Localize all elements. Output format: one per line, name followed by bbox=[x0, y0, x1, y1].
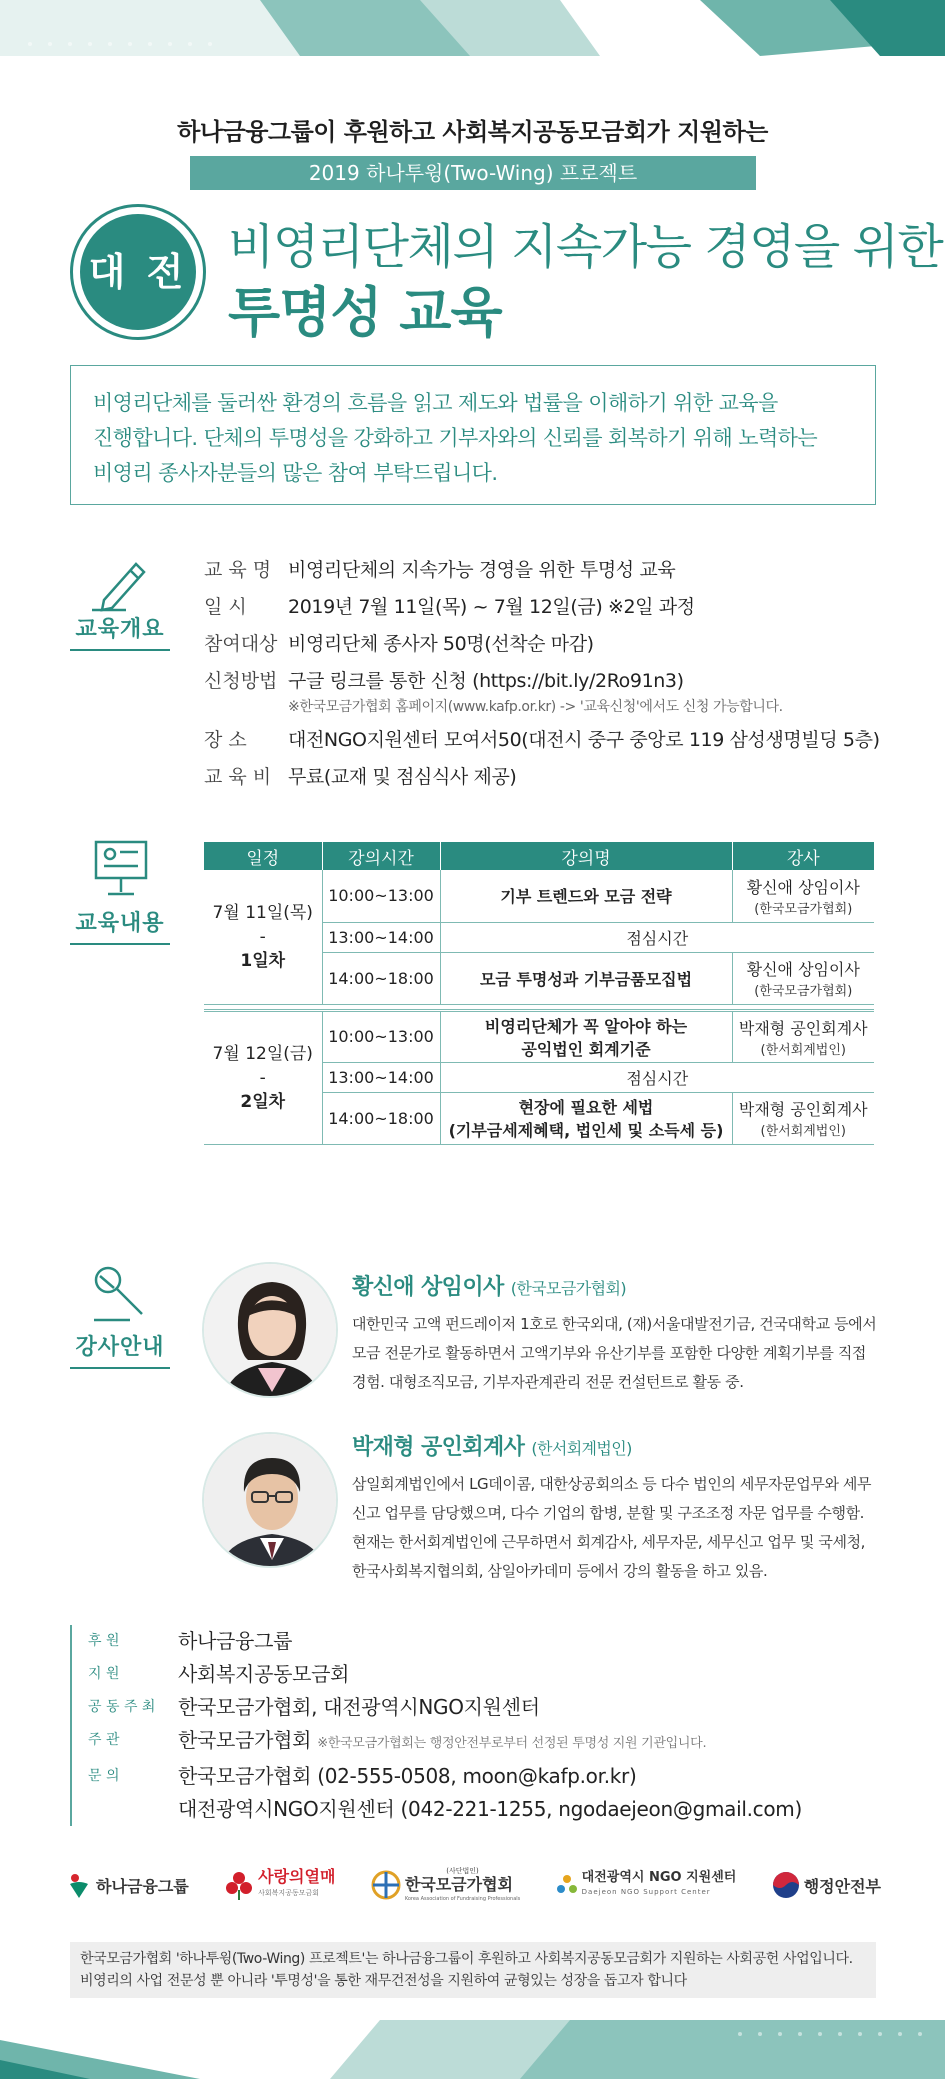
section-label-text: 교육개요 bbox=[75, 617, 165, 642]
instructor-org: (한국모금가협회) bbox=[754, 984, 853, 999]
instructor-name: 황신애 상임이사 bbox=[746, 877, 860, 897]
logo-text: 행정안전부 bbox=[803, 1876, 881, 1896]
table-header: 강의시간 bbox=[322, 842, 440, 870]
info-row bbox=[204, 589, 884, 626]
info-value: 대전NGO지원센터 모여서50(대전시 중구 중앙로 119 삼성생명빌딩 5층) bbox=[288, 729, 880, 751]
instructor-name: 박재형 공인회계사 bbox=[738, 1018, 868, 1038]
logo-subtext: Daejeon NGO Support Center bbox=[581, 1888, 711, 1896]
kafp-logo-icon bbox=[371, 1870, 401, 1900]
bottom-decoration bbox=[0, 2020, 945, 2079]
bio-line: 모금 전문가로 활동하면서 고액기부와 유산기부를 포함한 다양한 계획기부를 직접 bbox=[352, 1344, 867, 1362]
table-row bbox=[204, 870, 874, 922]
credit-row bbox=[88, 1793, 880, 1826]
fruit-logo-icon bbox=[224, 1870, 254, 1900]
credit-key: 문 의 bbox=[88, 1768, 120, 1784]
overview-info bbox=[204, 552, 884, 796]
instructor-cell bbox=[732, 1092, 874, 1144]
instructor-cell bbox=[732, 1010, 874, 1062]
info-value: 비영리단체의 지속가능 경영을 위한 투명성 교육 bbox=[288, 559, 676, 581]
info-key: 일 시 bbox=[204, 596, 247, 618]
apply-note: ※한국모금가협회 홈페이지(www.kafp.or.kr) -> '교육신청'에서도 신청 가능합니다. bbox=[288, 699, 783, 715]
day-dash: - bbox=[259, 926, 266, 947]
credit-row bbox=[88, 1658, 880, 1691]
info-row bbox=[204, 552, 884, 589]
ngo-logo-icon bbox=[556, 1873, 578, 1897]
bio-line: 신고 업무를 담당했으며, 다수 기업의 합병, 분할 및 구조조정 자문 업무를 수행함. bbox=[352, 1504, 865, 1522]
logo-strip bbox=[66, 1860, 881, 1910]
top-decoration bbox=[0, 0, 945, 56]
section-label-text: 교육내용 bbox=[75, 911, 165, 936]
credit-key: 지 원 bbox=[88, 1666, 120, 1682]
contact-line[interactable]: 한국모금가협회 (02-555-0508, moon@kafp.or.kr) bbox=[178, 1764, 637, 1788]
credit-row bbox=[88, 1760, 880, 1793]
credit-value bbox=[178, 1724, 706, 1760]
footer-line: 한국모금가협회 '하나투윙(Two-Wing) 프로젝트'는 하나금융그룹이 후원하고 사회복지공동모금회가 지원하는 사회공헌 사업입니다. bbox=[80, 1951, 853, 1967]
logo-text: 대전광역시 NGO 지원센터 bbox=[581, 1870, 737, 1885]
divider bbox=[70, 1367, 170, 1369]
logo-text: 하나금융그룹 bbox=[96, 1876, 189, 1896]
info-row bbox=[204, 759, 884, 796]
bio-line: 삼일회계법인에서 LG데이콤, 대한상공회의소 등 다수 법인의 세무자문업무와 세무 bbox=[352, 1475, 872, 1493]
instructor-name: 황신애 상임이사 bbox=[746, 960, 860, 979]
section-label-overview bbox=[70, 612, 170, 657]
logo-fruit bbox=[224, 1869, 335, 1901]
bio-line: 현재는 한서회계법인에 근무하면서 회계감사, 세무자문, 세무신고 업무 및 국세청, bbox=[352, 1533, 866, 1551]
section-label-text: 강사안내 bbox=[75, 1335, 165, 1360]
day-label: 1일차 bbox=[240, 950, 286, 971]
footer-note bbox=[70, 1942, 876, 1998]
lecture-cell: 기부 트렌드와 모금 전략 bbox=[440, 870, 732, 922]
logo-text-group bbox=[258, 1869, 335, 1901]
table-header-row bbox=[204, 842, 874, 870]
bio-line: 대한민국 고액 펀드레이저 1호로 한국외대, (재)서울대발전기금, 건국대학교 등에서 bbox=[352, 1315, 877, 1333]
speaker-bio-2 bbox=[352, 1470, 882, 1586]
credit-note: ※한국모금가협회는 행정안전부로부터 선정된 투명성 지원 기관입니다. bbox=[317, 1736, 707, 1751]
credit-text: 한국모금가협회 bbox=[178, 1728, 312, 1752]
lecture-title: 비영리단체가 꼭 알아야 하는 bbox=[484, 1016, 688, 1036]
speaker-name: 박재형 공인회계사 bbox=[352, 1435, 525, 1460]
info-value: 무료(교재 및 점심식사 제공) bbox=[288, 766, 517, 788]
time-cell: 10:00~13:00 bbox=[322, 1010, 440, 1062]
schedule-table bbox=[204, 842, 874, 1145]
lecture-cell bbox=[440, 1010, 732, 1062]
credit-row bbox=[88, 1625, 880, 1658]
logo-ngo bbox=[556, 1871, 737, 1899]
speaker-name: 황신애 상임이사 bbox=[352, 1275, 504, 1300]
logo-kafp bbox=[371, 1864, 520, 1906]
time-cell: 14:00~18:00 bbox=[322, 1092, 440, 1144]
headline: 하나금융그룹이 후원하고 사회복지공동모금회가 지원하는 bbox=[177, 118, 768, 146]
day-cell bbox=[204, 870, 322, 1004]
table-row bbox=[204, 1010, 874, 1062]
speaker-name-2 bbox=[352, 1430, 632, 1461]
lecture-title: 현장에 필요한 세법 bbox=[518, 1098, 654, 1117]
instructor-cell bbox=[732, 870, 874, 922]
speaker-photo-2 bbox=[202, 1432, 338, 1568]
credit-key: 주 관 bbox=[88, 1732, 120, 1748]
speaker-org: (한서회계법인) bbox=[531, 1439, 632, 1458]
credit-row bbox=[88, 1724, 880, 1760]
table-header: 강의명 bbox=[440, 842, 732, 870]
city-badge: 대 전 bbox=[80, 214, 196, 330]
microphone-icon bbox=[86, 1262, 156, 1322]
pen-icon bbox=[86, 552, 156, 612]
presentation-icon bbox=[86, 838, 156, 898]
section-label-speakers bbox=[70, 1330, 170, 1375]
day-date: 7월 12일(금) bbox=[212, 1043, 313, 1064]
info-row bbox=[204, 722, 884, 759]
project-bar: 2019 하나투윙(Two-Wing) 프로젝트 bbox=[190, 156, 756, 190]
portrait-image bbox=[204, 1264, 338, 1398]
credit-key-empty bbox=[88, 1793, 178, 1826]
mois-logo-icon bbox=[772, 1871, 800, 1899]
credit-key: 후 원 bbox=[88, 1633, 120, 1649]
instructor-org: (한국모금가협회) bbox=[754, 901, 853, 917]
logo-text-group bbox=[405, 1864, 520, 1906]
day-cell bbox=[204, 1010, 322, 1144]
day-dash: - bbox=[259, 1067, 266, 1088]
intro-line: 비영리단체를 둘러싼 환경의 흐름을 읽고 제도와 법률을 이해하기 위한 교육을 bbox=[93, 391, 778, 415]
info-row bbox=[204, 626, 884, 663]
hana-logo-icon bbox=[66, 1872, 92, 1898]
intro-line: 진행합니다. 단체의 투명성을 강화하고 기부자와의 신뢰를 회복하기 위해 노력하는 bbox=[93, 426, 817, 450]
info-key: 교 육 명 bbox=[204, 559, 272, 581]
title-line-2: 투명성 교육 bbox=[228, 281, 502, 344]
info-row bbox=[204, 663, 884, 700]
time-cell: 14:00~18:00 bbox=[322, 952, 440, 1004]
apply-link[interactable]: 구글 링크를 통한 신청 (https://bit.ly/2Ro91n3) bbox=[288, 670, 684, 692]
logo-mois bbox=[772, 1871, 881, 1899]
portrait-image bbox=[204, 1434, 338, 1568]
bio-line: 경험. 대형조직모금, 기부자관계관리 전문 컨설턴트로 활동 중. bbox=[352, 1373, 744, 1391]
lunch-cell: 점심시간 bbox=[440, 922, 874, 952]
credit-key: 공 동 주 최 bbox=[88, 1699, 156, 1715]
logo-subtext: Korea Association of Fundraising Professionals bbox=[404, 1896, 521, 1902]
logo-subtext: (사단법인) bbox=[446, 1867, 479, 1875]
intro-box bbox=[70, 365, 876, 505]
speaker-photo-1 bbox=[202, 1262, 338, 1398]
info-value: 2019년 7월 11일(목) ~ 7월 12일(금) ※2일 과정 bbox=[288, 596, 695, 618]
credit-value: 한국모금가협회, 대전광역시NGO지원센터 bbox=[178, 1695, 540, 1719]
instructor-name: 박재형 공인회계사 bbox=[738, 1100, 868, 1119]
intro-line: 비영리 종사자분들의 많은 참여 부탁드립니다. bbox=[93, 461, 498, 485]
info-key: 교 육 비 bbox=[204, 766, 272, 788]
info-value: 비영리단체 종사자 50명(선착순 마감) bbox=[288, 633, 594, 655]
credit-row bbox=[88, 1691, 880, 1724]
instructor-org: (한서회계법인) bbox=[760, 1124, 846, 1139]
credits-block bbox=[70, 1625, 880, 1826]
table-header: 일정 bbox=[204, 842, 322, 870]
time-cell: 13:00~14:00 bbox=[322, 922, 440, 952]
day-date: 7월 11일(목) bbox=[212, 902, 313, 923]
instructor-org: (한서회계법인) bbox=[760, 1042, 846, 1058]
contact-line[interactable]: 대전광역시NGO지원센터 (042-221-1255, ngodaejeon@gmail.com) bbox=[178, 1797, 802, 1821]
logo-text: 사랑의열매 bbox=[258, 1867, 336, 1886]
lecture-cell bbox=[440, 1092, 732, 1144]
lecture-title: (기부금세제혜택, 법인세 및 소득세 등) bbox=[448, 1121, 724, 1140]
instructor-cell bbox=[732, 952, 874, 1004]
lecture-title: 공익법인 회계기준 bbox=[521, 1039, 651, 1059]
time-cell: 13:00~14:00 bbox=[322, 1062, 440, 1092]
lunch-cell: 점심시간 bbox=[440, 1062, 874, 1092]
logo-text-group bbox=[582, 1871, 737, 1899]
bio-line: 한국사회복지협의회, 삼일아카데미 등에서 강의 활동을 하고 있음. bbox=[352, 1562, 768, 1580]
footer-line: 비영리의 사업 전문성 뿐 아니라 '투명성'을 통한 재무건전성을 지원하여 균형있는 성장을 돕고자 합니다 bbox=[80, 1973, 687, 1989]
lecture-cell: 모금 투명성과 기부금품모집법 bbox=[440, 952, 732, 1004]
logo-text: 한국모금가협회 bbox=[404, 1875, 514, 1894]
divider bbox=[70, 943, 170, 945]
section-label-schedule bbox=[70, 906, 170, 951]
logo-subtext: 사회복지공동모금회 bbox=[258, 1889, 319, 1897]
credit-value: 사회복지공동모금회 bbox=[178, 1662, 350, 1686]
speaker-bio-1 bbox=[352, 1310, 882, 1397]
info-key: 신청방법 bbox=[204, 670, 278, 692]
day-label: 2일차 bbox=[240, 1091, 286, 1112]
logo-hana bbox=[66, 1872, 189, 1898]
info-key: 장 소 bbox=[204, 729, 247, 751]
speaker-org: (한국모금가협회) bbox=[510, 1279, 626, 1298]
info-key: 참여대상 bbox=[204, 633, 278, 655]
divider bbox=[70, 649, 170, 651]
credit-value: 하나금융그룹 bbox=[178, 1629, 293, 1653]
speaker-name-1 bbox=[352, 1270, 626, 1301]
time-cell: 10:00~13:00 bbox=[322, 870, 440, 922]
table-header: 강사 bbox=[732, 842, 874, 870]
title-line-1: 비영리단체의 지속가능 경영을 위한 bbox=[228, 219, 943, 275]
